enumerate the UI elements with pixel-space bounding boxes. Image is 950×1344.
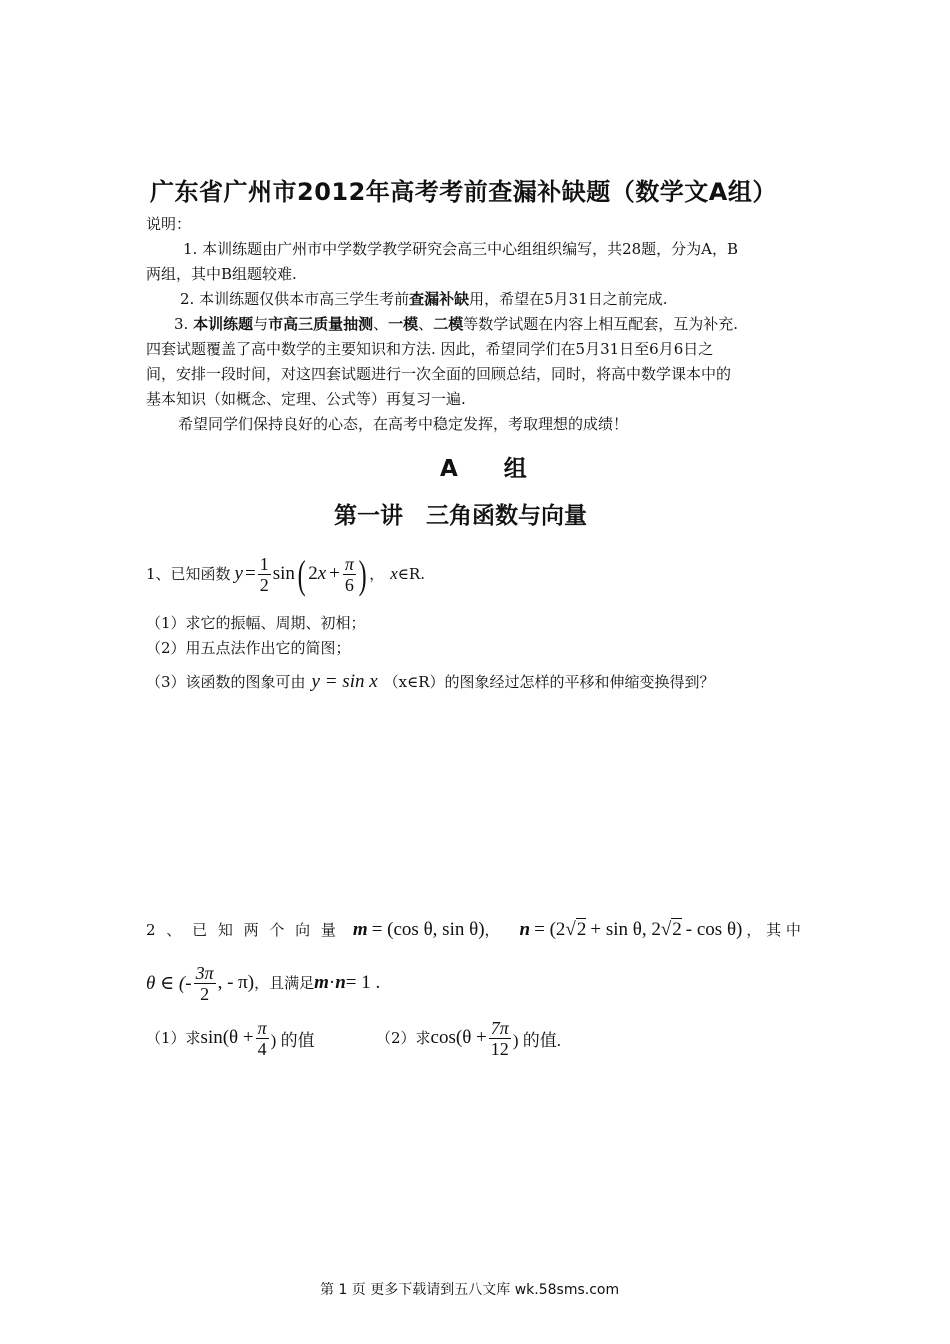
note-3-line-4: 基本知识（如概念、定理、公式等）再复习一遍. [146,390,466,408]
note-2-text: 2. 本训练题仅供本市高三学生考前 [180,290,410,308]
q1-domain-R: ∈R. [397,565,425,583]
q2-part-2-prefix: （2）求 [376,1029,431,1047]
q2-separator: ， [484,921,500,939]
q2-condition-m: m [314,972,329,993]
q1-pi-numerator: π [344,553,354,574]
question-1-stem [146,544,425,604]
q2-theta-interval-start: θ ∈ (- [146,972,192,994]
q2-prefix: 2 、 已 知 两 个 向 量 [146,921,339,939]
q2-sqrt-2-b: 2 [672,919,682,940]
q2-vector-m: m [352,919,368,940]
q2-sqrt-symbol-2: √ [660,919,672,940]
q2-where: ， 其 中 [746,921,801,939]
q1-half-numerator: 1 [259,553,269,574]
q1-part-3 [146,670,715,694]
q1-pi-denominator: 6 [344,574,354,595]
closing-text: 希望同学们保持良好的心态，在高考中稳定发挥，考取理想的成绩！ [178,415,629,433]
q1-sin: sin [272,563,295,584]
note-3-text-1: 与 [253,315,269,333]
q2-part-1-denominator: 4 [257,1038,267,1059]
q2-part-2-tail: ) 的值. [512,1030,561,1050]
q2-condition-dot: · [328,972,336,993]
q2-fraction-numerator: 3π [195,962,214,983]
q1-comma: ， [369,565,385,583]
q1-pi-six-fraction [343,554,356,595]
q2-n-def-middle: + sin θ, 2 [590,919,661,940]
q1-part-3-tail: （x∈R）的图象经过怎样的平移和伸缩变换得到？ [383,673,715,691]
q1-prefix: 1、已知函数 [146,565,231,583]
q2-condition-n: n [335,972,346,993]
q2-part-2-denominator: 12 [490,1038,509,1059]
q1-var-y: y [234,563,243,584]
note-3-bold-1: 本训练题 [193,315,254,333]
q2-part-1 [146,1010,315,1066]
note-3-bold-4: 二模 [433,315,464,333]
q1-part-1: （1）求它的振幅、周期、初相； [146,614,366,632]
q2-n-def-start: = (2 [534,919,566,940]
note-3-text-2: 、 [373,315,389,333]
q2-vector-n: n [519,919,531,940]
question-2-stem [146,918,806,942]
note-1-line-1: 1. 本训练题由广州市中学数学教学研究会高三中心组组织编写，共28题，分为A，B [183,240,739,258]
document-title: 广东省广州市2012年高考考前查漏补缺题（数学文A组） [150,178,777,206]
q1-half-fraction [258,554,271,595]
group-title: A 组 [440,456,527,482]
note-3-number: 3. [174,315,189,333]
q2-m-definition: = (cos θ, sin θ) [371,919,485,940]
note-2-bold: 查漏补缺 [409,290,470,308]
q1-var-x: x [317,563,327,584]
q2-sqrt-2-a: 2 [576,919,587,940]
note-3-text-4: 等数学试题在内容上相互配套，互为补充. [463,315,738,333]
q2-condition-line [146,955,380,1011]
section-title: 第一讲 三角函数与向量 [334,503,587,529]
note-2 [180,287,668,311]
note-3-text-3: 、 [418,315,434,333]
q1-equals: = [244,563,256,584]
page-footer: 第 1 页 更多下载请到五八文库 wk.58sms.com [320,1282,620,1298]
q2-n-def-end: - cos θ) [685,919,743,940]
q1-domain-x: x [390,564,398,583]
q2-condition-eq: = 1 . [345,972,381,993]
q2-part-2-numerator: 7π [490,1017,509,1038]
q1-plus: + [329,563,340,584]
q1-half-denominator: 2 [259,574,269,595]
q2-part-2-fraction [489,1018,511,1059]
q1-left-paren: ( [297,551,306,597]
q2-part-1-function: sin(θ + [200,1027,254,1048]
q2-part-2-function: cos(θ + [430,1027,487,1048]
note-3-bold-3: 一模 [388,315,419,333]
q2-part-1-fraction [256,1018,269,1059]
q2-three-pi-over-two [194,963,216,1004]
note-3-line-3: 间，安排一段时间，对这四套试题进行一次全面的回顾总结，同时，将高中数学课本中的 [146,365,732,383]
q2-theta-interval-end: , - π) [217,972,255,993]
q2-part-1-numerator: π [257,1017,267,1038]
q2-part-2 [376,1010,561,1066]
q1-part-3-prefix: （3）该函数的图象可由 [146,673,306,691]
note-1-line-2: 两组，其中B组题较难. [146,265,297,283]
q2-condition-prefix: ，且满足 [254,974,315,992]
note-3-bold-2: 市高三质量抽测 [268,315,374,333]
q1-right-paren: ) [358,551,367,597]
intro-label: 说明： [146,215,192,233]
q2-sqrt-symbol-1: √ [565,919,576,940]
q2-part-1-tail: ) 的值 [270,1030,315,1050]
note-3-line-1 [174,312,738,336]
note-2-tail: 用，希望在5月31日之前完成. [469,290,668,308]
q2-fraction-denominator: 2 [200,983,210,1004]
q1-part-3-math: y = sin x [311,671,378,692]
q2-part-1-prefix: （1）求 [146,1029,201,1047]
note-3-line-2: 四套试题覆盖了高中数学的主要知识和方法. 因此，希望同学们在5月31日至6月6日之 [146,340,714,358]
q1-part-2: （2）用五点法作出它的简图； [146,639,351,657]
q1-coef-2: 2 [308,563,318,584]
